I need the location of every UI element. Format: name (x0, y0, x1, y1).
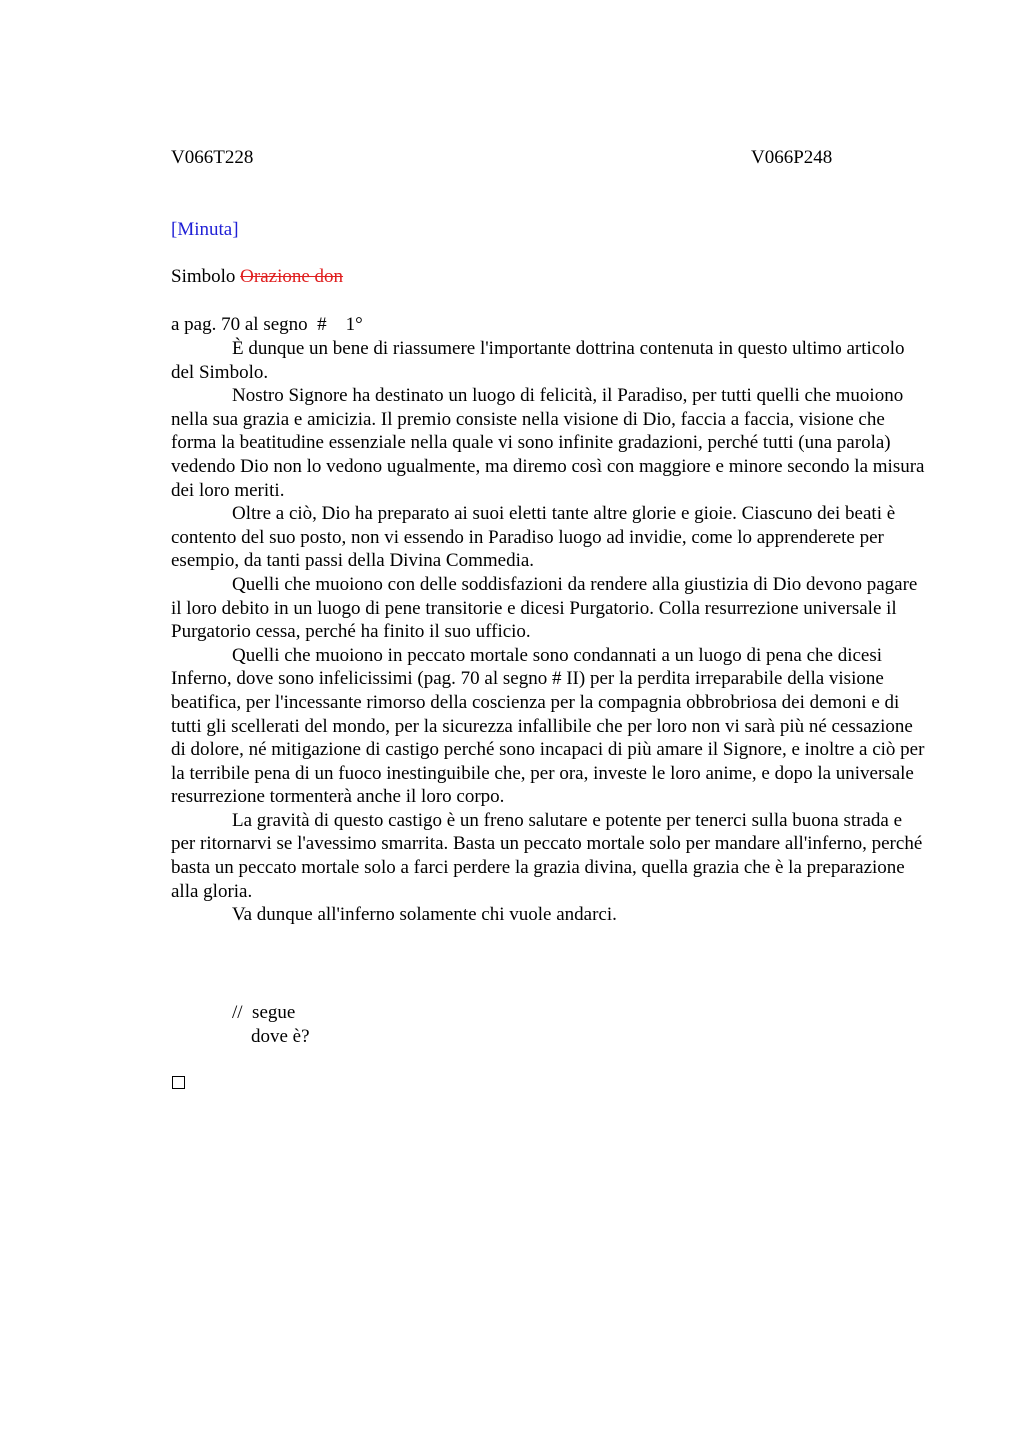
title-line (171, 265, 343, 289)
paragraph-7: Va dunque all'inferno solamente chi vuole andarci. (232, 904, 617, 926)
header-right-code: V066P248 (751, 147, 833, 168)
paragraph-4: Quelli che muoiono con delle soddisfazioni da rendere alla giustizia di Dio devono pagare il loro debito in un luogo di pene transitorie e dicesi Purgatorio. Colla resurrezione universale il Purgatorio cessa, perché ha finito il suo ufficio. (171, 573, 918, 643)
checkbox-square-icon (172, 1076, 185, 1089)
footer-note-dove: dove è? (232, 1026, 310, 1047)
title-word: Simbolo (171, 266, 236, 287)
footer-note-segue: // segue (232, 1002, 296, 1023)
struck-text: Orazione don (240, 266, 344, 287)
paragraph-3: Oltre a ciò, Dio ha preparato ai suoi eletti tante altre glorie e gioie. Ciascuno dei beati è contento del suo posto, non vi essendo in Paradiso luogo ad invidie, come lo apprenderete per esempio, da tanti passi della Divina Commedia. (171, 503, 896, 572)
header-left-code: V066T228 (171, 147, 254, 168)
body-text (171, 337, 931, 927)
paragraph-1: È dunque un bene di riassumere l'importante dottrina contenuta in questo ultimo articolo del Simbolo. (171, 338, 905, 383)
footer-notes (232, 1001, 310, 1049)
minuta-label: [Minuta] (171, 219, 239, 240)
paragraph-5: Quelli che muoiono in peccato mortale sono condannati a un luogo di pena che dicesi Inferno, dove sono infelicissimi (pag. 70 al segno # II) per la perdita irreparabile della visione beatifica, per l'incessante rimorso della coscienza per la compagnia obbrobriosa dei demoni e di tutti gli scellerati del mondo, per la sicurezza infallibile che per loro non vi sarà più né cessazione di dolore, né mitigazione di castigo perché sono incapaci di più amare il Signore, e inoltre a ciò per la terribile pena di un fuoco inestinguibile che, per ora, investe le loro anime, e dopo la universale resurrezione tormenterà anche il loro corpo. (171, 644, 925, 808)
paragraph-2: Nostro Signore ha destinato un luogo di felicità, il Paradiso, per tutti quelli che muoiono nella sua grazia e amicizia. Il premio consiste nella visione di Dio, faccia a faccia, visione che forma la beatitudine essenziale nella quale vi sono infinite gradazioni, perché tutti (una parola) vedendo Dio non lo vedono ugualmente, ma diremo così con maggiore e minore secondo la misura dei loro meriti. (171, 385, 925, 501)
reference-line: a pag. 70 al segno # 1° (171, 314, 363, 335)
paragraph-6: La gravità di questo castigo è un freno salutare e potente per tenerci sulla buona strada e per ritornarvi se l'avessimo smarrita. Basta un peccato mortale solo per mandare all'inferno, perché basta un peccato mortale solo a farci perdere la grazia divina, quella grazia che è la preparazione alla gloria. (171, 809, 923, 902)
